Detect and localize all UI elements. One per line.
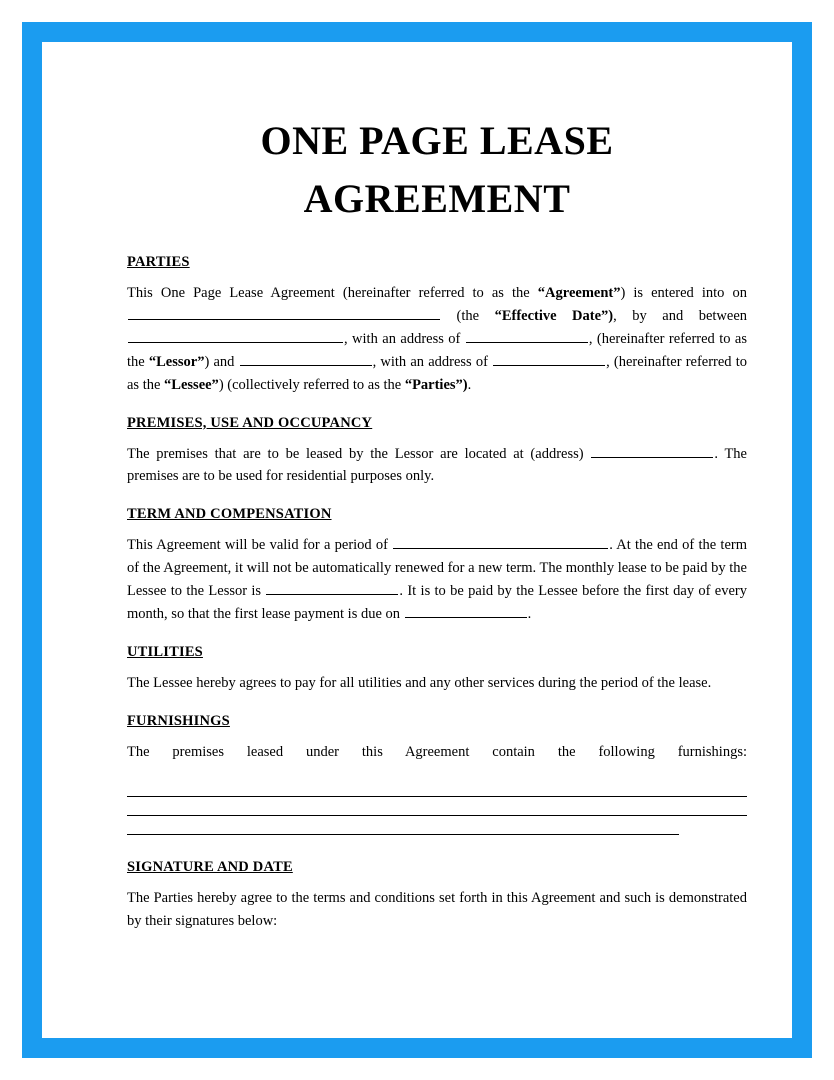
blank-field-monthly-rent[interactable] xyxy=(266,580,398,595)
text-run-lessee-term: “Lessee” xyxy=(164,376,219,393)
text-run: , with an address of xyxy=(344,330,465,347)
furnishings-fill-lines xyxy=(127,778,747,835)
blank-field-lessor-name[interactable] xyxy=(128,328,343,343)
paragraph-parties xyxy=(127,282,747,397)
text-run: (the xyxy=(456,307,495,324)
text-run: This Agreement will be valid for a period of xyxy=(127,537,393,554)
text-run: , with an address of xyxy=(372,353,493,370)
section-heading-utilities: UTILITIES xyxy=(127,643,203,660)
text-run: , (hereinafter referred to as the xyxy=(127,330,748,370)
section-heading-term-compensation: TERM AND COMPENSATION xyxy=(127,506,332,523)
blank-field-term-period[interactable] xyxy=(393,535,608,550)
text-run: . xyxy=(527,606,532,623)
page-title: ONE PAGE LEASE AGREEMENT xyxy=(260,118,614,221)
text-run-lessor-term: “Lessor” xyxy=(148,353,205,370)
paragraph-furnishings: The premises leased under this Agreement contain the following furnishings: xyxy=(127,743,747,760)
blank-field-lessee-name[interactable] xyxy=(240,351,372,366)
text-run: ) (collectively referred to as the xyxy=(218,376,405,393)
text-run: The premises that are to be leased by the Lessor are located at (address) xyxy=(127,445,591,462)
furnishings-line-2[interactable] xyxy=(127,797,747,816)
furnishings-line-1[interactable] xyxy=(127,778,747,797)
document-body xyxy=(127,112,747,953)
text-run: . The premises are to be used for residential purposes only. xyxy=(127,445,747,485)
paragraph-term-compensation xyxy=(127,534,747,626)
text-run: . At the end of the term of the Agreement, it will not be automatically renewed for a new term. The monthly lease to be paid by the Lessee to the Lessor is xyxy=(127,537,747,600)
text-run: ) and xyxy=(204,353,239,370)
text-run: . It is to be paid by the Lessee before the first day of every month, so that the first lease payment is due on xyxy=(127,583,748,623)
section-heading-premises: PREMISES, USE AND OCCUPANCY xyxy=(127,414,373,431)
blank-field-first-payment-date[interactable] xyxy=(405,603,527,618)
text-run: ) is entered into on xyxy=(620,285,747,301)
text-run-effective-date-term: “Effective Date”) xyxy=(494,307,614,324)
text-run: , by and between xyxy=(613,307,748,324)
section-heading-furnishings: FURNISHINGS xyxy=(127,712,230,729)
section-heading-signature-date: SIGNATURE AND DATE xyxy=(127,858,293,875)
text-run: . xyxy=(467,376,472,393)
text-run: , (hereinafter referred to as the xyxy=(127,353,748,393)
blank-field-lessee-address[interactable] xyxy=(493,351,605,366)
paragraph-utilities: The Lessee hereby agrees to pay for all utilities and any other services during the period of the lease. xyxy=(127,674,712,691)
blank-field-premises-address[interactable] xyxy=(591,443,713,458)
section-heading-parties: PARTIES xyxy=(127,254,190,270)
furnishings-line-3[interactable] xyxy=(127,816,679,835)
text-run-agreement-term: “Agreement” xyxy=(537,285,621,301)
paragraph-signature-date: The Parties hereby agree to the terms and conditions set forth in this Agreement and such is demonstrated by their signatures below: xyxy=(127,889,747,929)
text-run: This One Page Lease Agreement (hereinafter referred to as the xyxy=(127,285,538,301)
paragraph-premises xyxy=(127,443,747,489)
page-surface xyxy=(42,42,792,1038)
page-border xyxy=(22,22,812,1058)
text-run-parties-term: “Parties”) xyxy=(404,376,468,393)
blank-field-lessor-address[interactable] xyxy=(466,328,588,343)
blank-field-date[interactable] xyxy=(128,305,440,320)
